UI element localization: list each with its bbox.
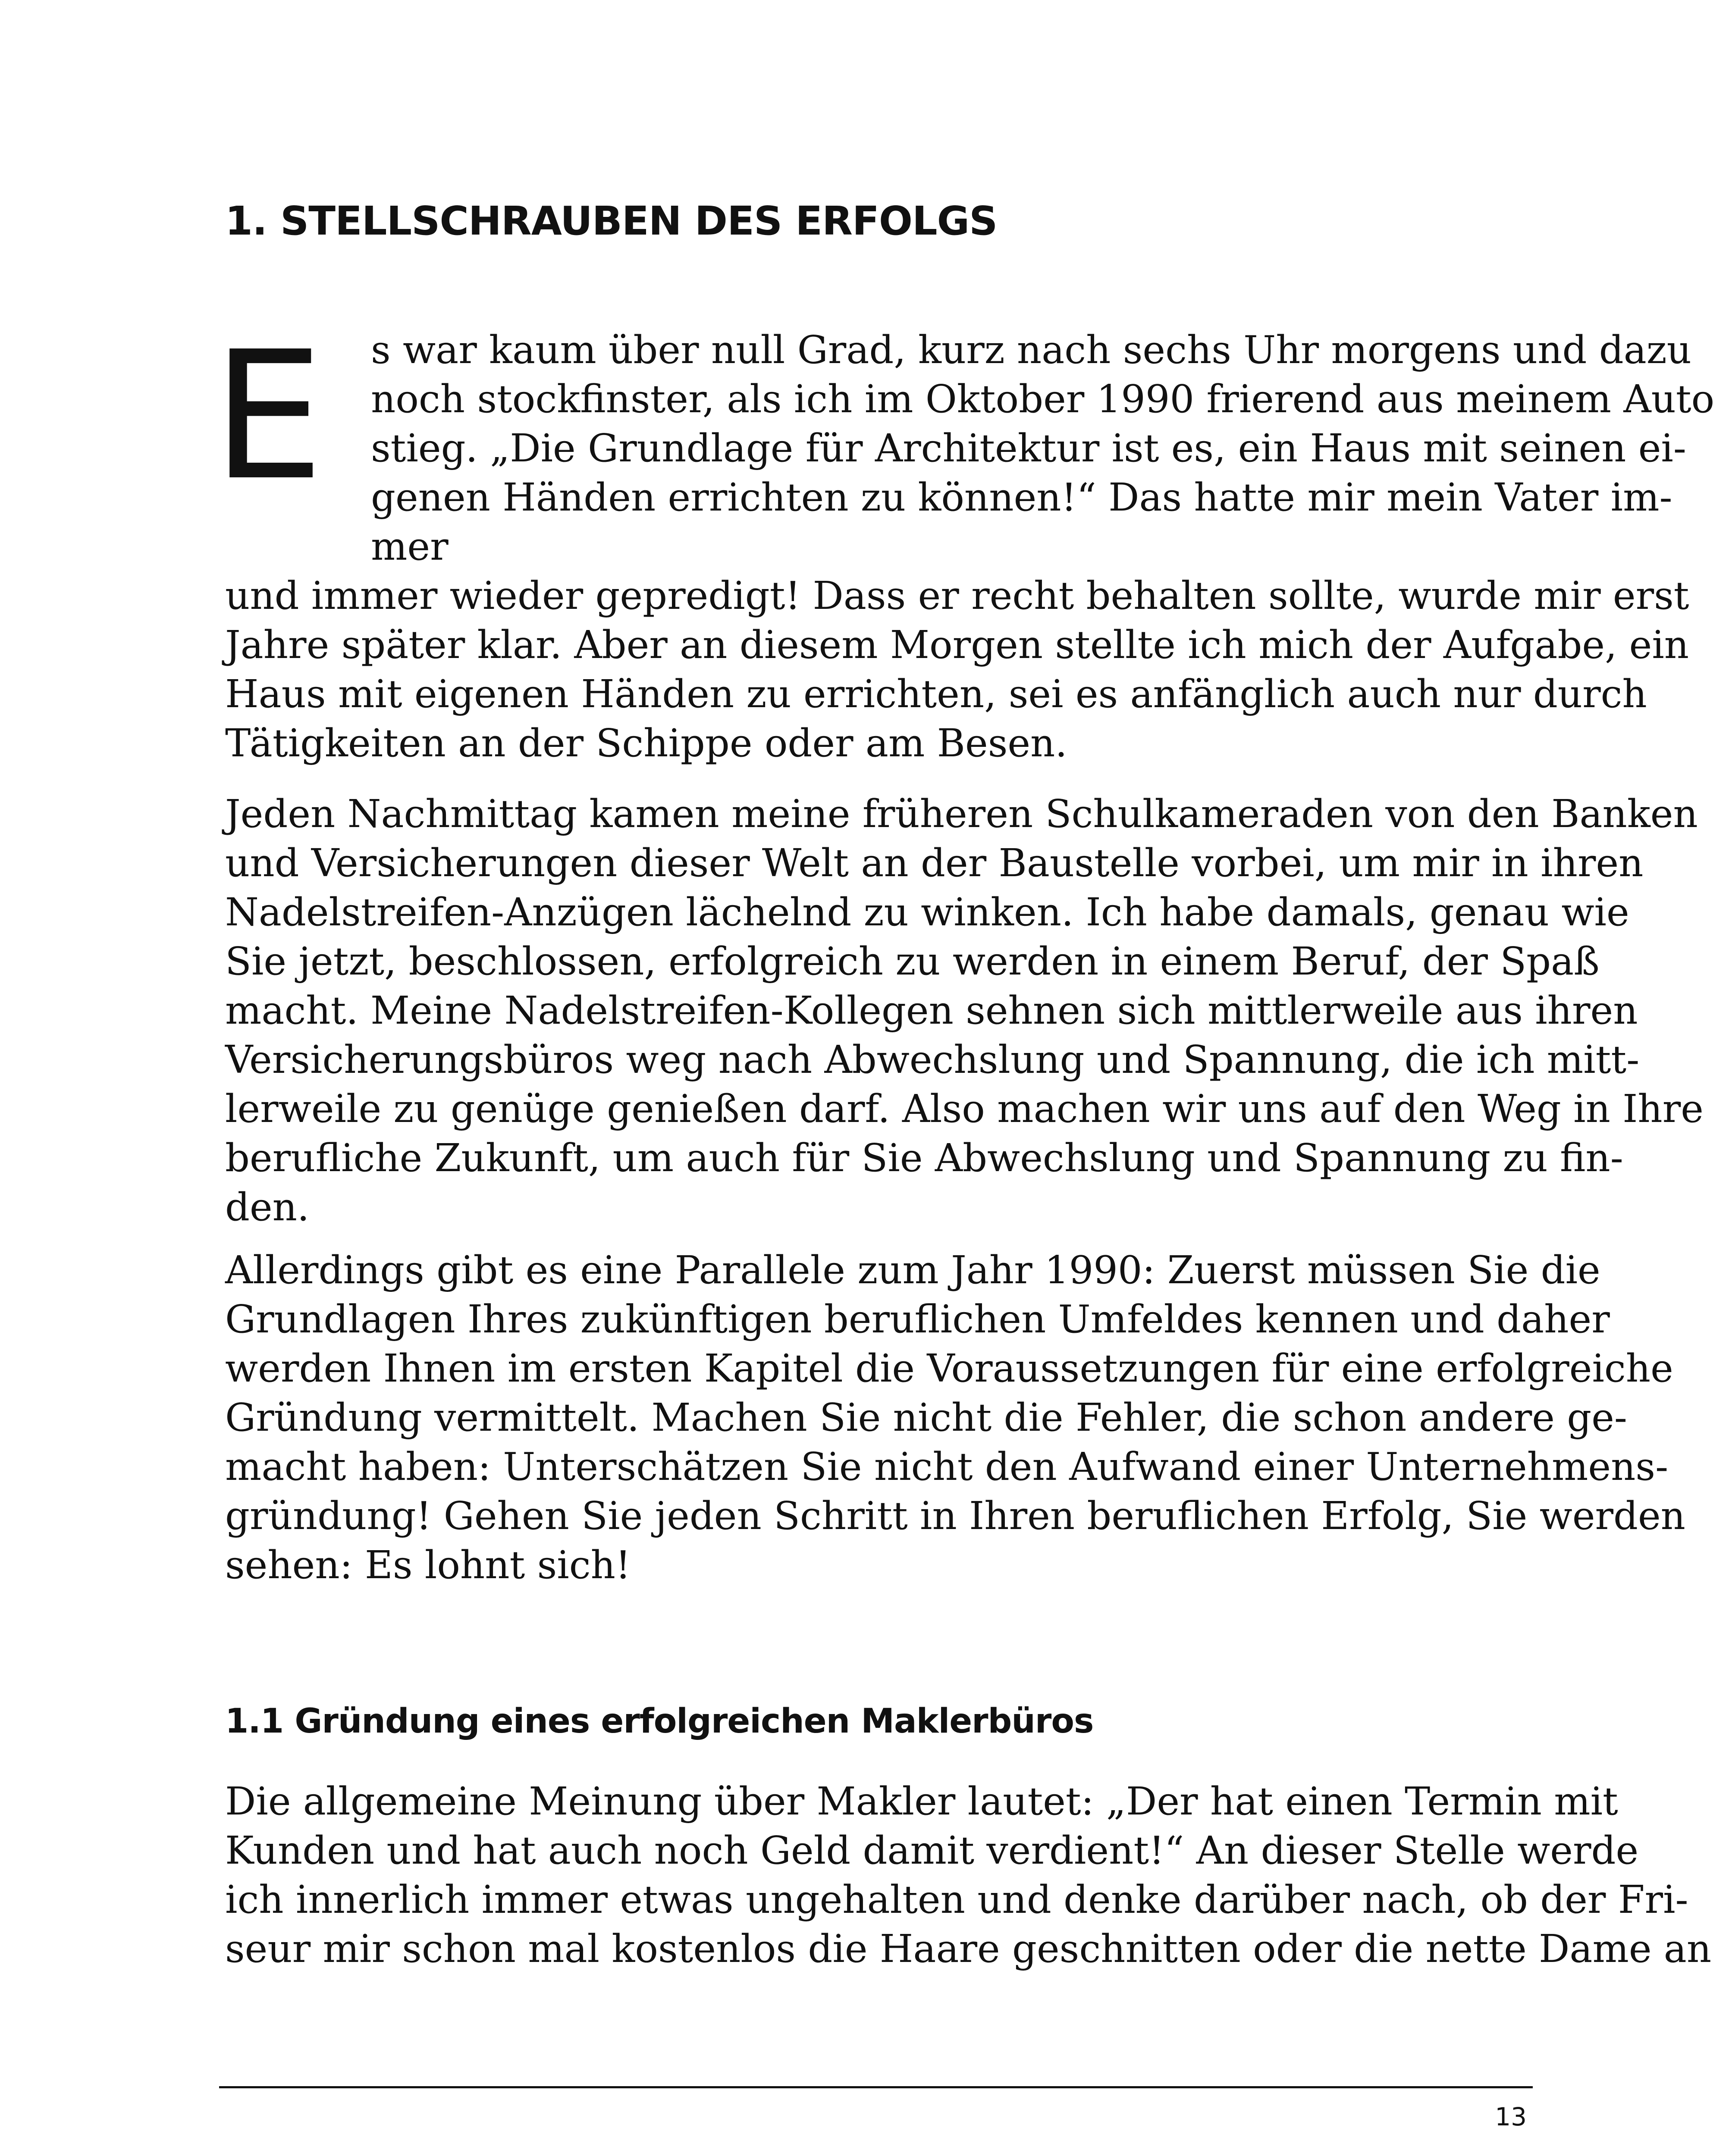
footer-divider <box>219 2086 1533 2088</box>
intro-paragraph-rest <box>225 571 1689 768</box>
drop-cap: E <box>212 313 324 519</box>
text-line: mer <box>371 524 449 569</box>
paragraph-2 <box>225 789 1704 1232</box>
text-line: noch stockfinster, als ich im Oktober 1990 frierend aus meinem Auto <box>371 376 1715 421</box>
text-line: Versicherungsbüros weg nach Abwechslung und Spannung, die ich mitt- <box>225 1037 1640 1082</box>
text-line: s war kaum über null Grad, kurz nach sechs Uhr morgens und dazu <box>371 327 1691 372</box>
section-title: 1.1 Gründung eines erfolgreichen Maklerbüros <box>225 1702 1094 1741</box>
text-line: sehen: Es lohnt sich! <box>225 1542 631 1587</box>
text-line: gründung! Gehen Sie jeden Schritt in Ihren beruflichen Erfolg, Sie werden <box>225 1493 1685 1538</box>
text-line: Gründung vermittelt. Machen Sie nicht die Fehler, die schon andere ge- <box>225 1395 1627 1440</box>
text-line: Sie jetzt, beschlossen, erfolgreich zu werden in einem Beruf, der Spaß <box>225 939 1600 984</box>
text-line: Jahre später klar. Aber an diesem Morgen stellte ich mich der Aufgabe, ein <box>225 622 1689 667</box>
text-line: Kunden und hat auch noch Geld damit verdient!“ An dieser Stelle werde <box>225 1828 1639 1873</box>
intro-first-lines <box>371 325 1715 571</box>
text-line: und Versicherungen dieser Welt an der Baustelle vorbei, um mir in ihren <box>225 840 1644 885</box>
text-line: genen Händen errichten zu können!“ Das hatte mir mein Vater im- <box>371 475 1672 520</box>
page-number: 13 <box>1495 2102 1527 2131</box>
text-line: den. <box>225 1185 310 1229</box>
text-line: Die allgemeine Meinung über Makler lautet: „Der hat einen Termin mit <box>225 1779 1618 1824</box>
text-line: Nadelstreifen-Anzügen lächelnd zu winken. Ich habe damals, genau wie <box>225 890 1629 934</box>
text-line: macht haben: Unterschätzen Sie nicht den Aufwand einer Unternehmens- <box>225 1444 1669 1489</box>
text-line: berufliche Zukunft, um auch für Sie Abwechslung und Spannung zu fin- <box>225 1135 1623 1180</box>
paragraph-3 <box>225 1245 1685 1589</box>
section-paragraph <box>225 1777 1712 1973</box>
text-line: Haus mit eigenen Händen zu errichten, sei es anfänglich auch nur durch <box>225 671 1647 716</box>
text-line: Grundlagen Ihres zukünftigen beruflichen Umfeldes kennen und daher <box>225 1297 1610 1341</box>
chapter-title: 1. STELLSCHRAUBEN DES ERFOLGS <box>225 198 998 244</box>
text-line: Jeden Nachmittag kamen meine früheren Schulkameraden von den Banken <box>225 791 1698 836</box>
text-line: macht. Meine Nadelstreifen-Kollegen sehnen sich mittlerweile aus ihren <box>225 988 1638 1033</box>
text-line: und immer wieder gepredigt! Dass er recht behalten sollte, wurde mir erst <box>225 573 1689 618</box>
text-line: ich innerlich immer etwas ungehalten und denke darüber nach, ob der Fri- <box>225 1877 1688 1922</box>
text-line: stieg. „Die Grundlage für Architektur ist es, ein Haus mit seinen ei- <box>371 426 1686 470</box>
text-line: Allerdings gibt es eine Parallele zum Jahr 1990: Zuerst müssen Sie die <box>225 1247 1600 1292</box>
text-line: lerweile zu genüge genießen darf. Also machen wir uns auf den Weg in Ihre <box>225 1086 1704 1131</box>
text-line: seur mir schon mal kostenlos die Haare geschnitten oder die nette Dame an <box>225 1926 1712 1971</box>
text-line: Tätigkeiten an der Schippe oder am Besen. <box>225 721 1067 765</box>
text-line: werden Ihnen im ersten Kapitel die Voraussetzungen für eine erfolgreiche <box>225 1346 1673 1391</box>
